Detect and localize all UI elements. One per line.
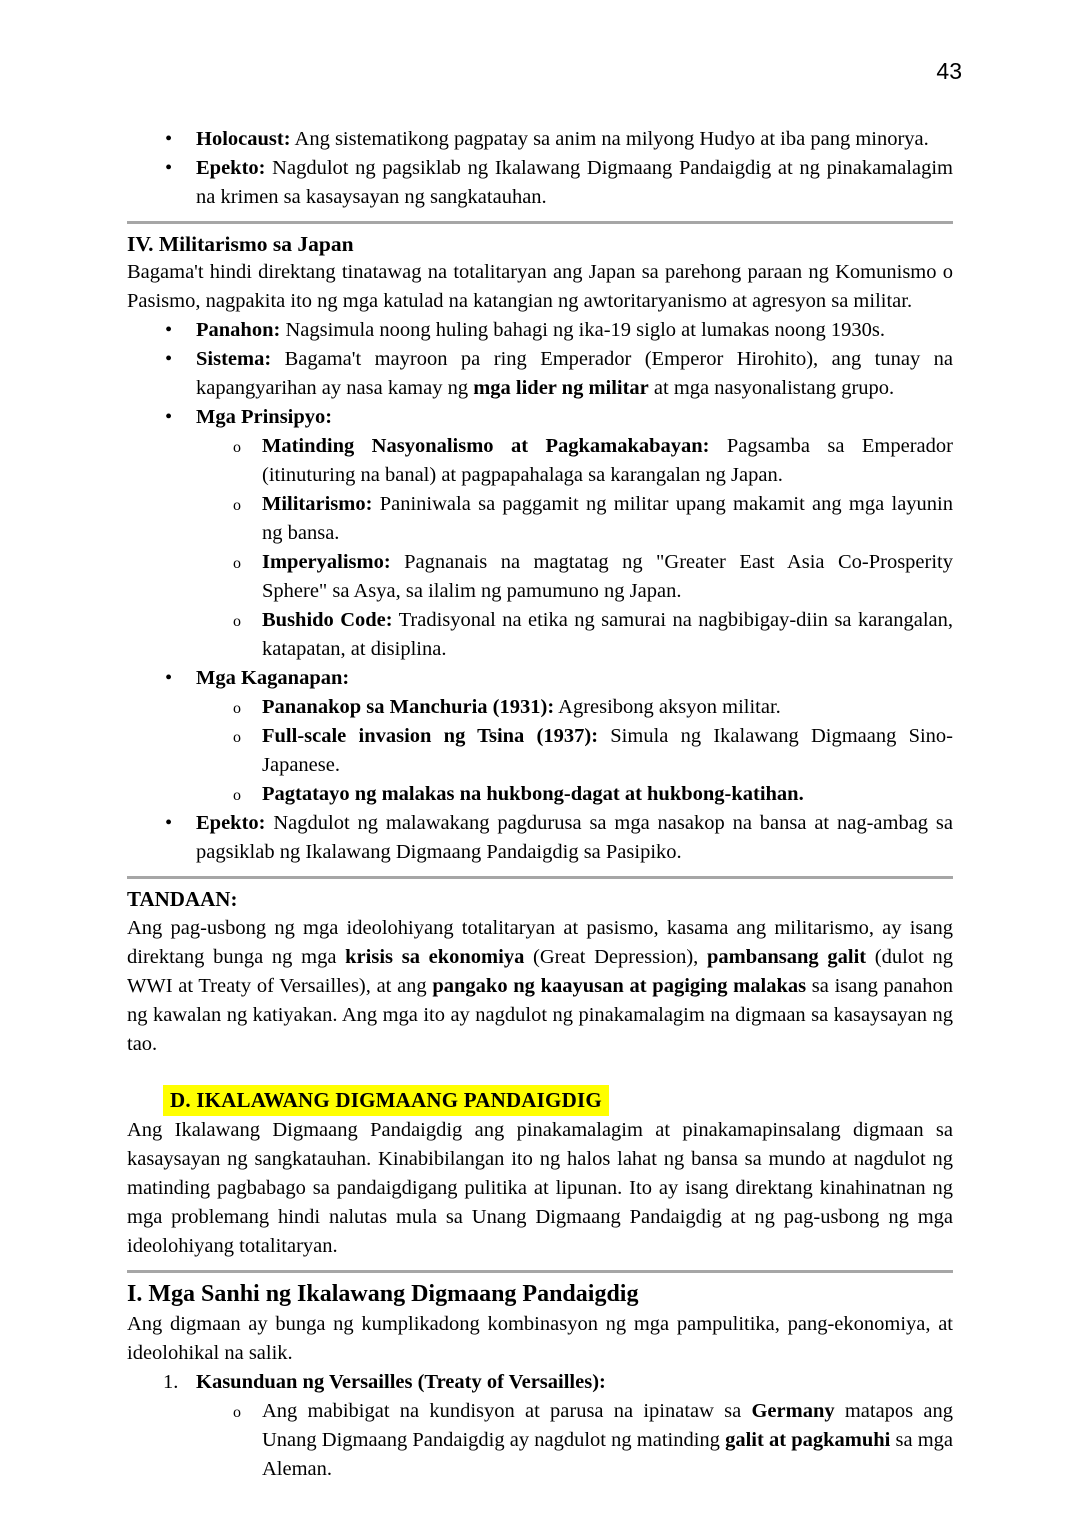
bullet-filled-icon: • [165, 406, 173, 428]
horizontal-rule [127, 876, 953, 879]
term-label: Kasunduan ng Versailles (Treaty of Versailles): [196, 1371, 606, 1393]
list-item [196, 780, 953, 809]
term-label: Imperyalismo: [262, 551, 391, 573]
highlight-heading-wrap [127, 1085, 953, 1116]
term-label: Matinding Nasyonalismo at Pagkamakabayan: [262, 435, 710, 457]
term-label: Bushido Code: [262, 609, 393, 631]
term-text-before: Bagama't mayroon pa ring Emperador (Emperor Hirohito), ang tunay na kapangyarihan ay nasa kamay ng [196, 348, 953, 399]
note-part-3: (dulot ng WWI at Treaty of Versailles), at ang [127, 946, 953, 997]
list-item [127, 345, 953, 403]
bullet-filled-icon: • [165, 128, 173, 150]
term-text: Nagdulot ng malawakang pagdurusa sa mga nasakop na bansa at nag-ambag sa pagsiklab ng Ikalawang Digmaang Pandaigdig sa Pasipiko. [196, 812, 953, 863]
term-text-after: at mga nasyonalistang grupo. [648, 377, 895, 399]
highlighted-section-heading: D. IKALAWANG DIGMAANG PANDAIGDIG [163, 1085, 609, 1116]
bullet-filled-icon: • [165, 348, 173, 370]
militarismo-bullet-list [127, 316, 953, 867]
list-item [127, 1368, 953, 1484]
section-divider-2 [127, 867, 953, 885]
term-label: Militarismo: [262, 493, 373, 515]
list-number-marker: 1. [163, 1371, 179, 1393]
prinsipyo-sublist [196, 432, 953, 664]
list-item-kaganapan [127, 664, 953, 809]
list-item [127, 316, 953, 345]
bullet-hollow-icon: o [233, 1404, 241, 1421]
horizontal-rule [127, 1270, 953, 1273]
wwii-paragraph: Ang Ikalawang Digmaang Pandaigdig ang pinakamalagim at pinakamapinsalang digmaan sa kasaysayan ng sangkatauhan. Kinabibilangan ito ng halos lahat ng bansa sa mundo at nagdulot ng matinding pagbabago sa pandaigdigang pulitika at lipunan. Ito ay isang direktang kinahinatnan ng mga problemang hindi nalutas mula sa Unang Digmaang Pandaigdig at ng pag-usbong ng mga ideolohiyang totalitaryan. [127, 1119, 953, 1257]
term-text: Ang sistematikong pagpatay sa anim na milyong Hudyo at iba pang minorya. [290, 128, 929, 150]
note-paragraph [127, 914, 953, 1059]
list-item [196, 490, 953, 548]
note-emphasis-2: pambansang galit [707, 946, 867, 968]
sanhi-sublist [196, 1397, 953, 1484]
page-content [127, 125, 953, 1484]
note-emphasis-1: krisis sa ekonomiya [345, 946, 525, 968]
term-emphasis: mga lider ng militar [473, 377, 649, 399]
term-text: Pagnanais na magtatag ng "Greater East Asia Co-Prosperity Sphere" sa Asya, sa ilalim ng pamumuno ng Japan. [262, 551, 953, 602]
term-label: Pananakop sa Manchuria (1931): [262, 696, 555, 718]
sanhi-intro-paragraph: Ang digmaan ay bunga ng kumplikadong kombinasyon ng mga pampulitika, pang-ekonomiya, at ideolohikal na salik. [127, 1313, 953, 1364]
note-part-2: (Great Depression), [524, 946, 707, 968]
list-item-prinsipyo [127, 403, 953, 664]
term-text: Tradisyonal na etika ng samurai na nagbibigay-diin sa karangalan, katapatan, at disiplina. [262, 609, 953, 660]
bullet-hollow-icon: o [233, 497, 241, 514]
term-label: Sistema: [196, 348, 272, 370]
list-item [127, 809, 953, 867]
term-label: Panahon: [196, 319, 281, 341]
term-label: Epekto: [196, 812, 266, 834]
sub-part-3: sa mga Aleman. [262, 1429, 954, 1480]
bullet-filled-icon: • [165, 319, 173, 341]
bullet-filled-icon: • [165, 812, 173, 834]
sub-emphasis-1: Germany [751, 1400, 835, 1422]
section-heading-militarismo: IV. Militarismo sa Japan [127, 232, 354, 256]
bullet-hollow-icon: o [233, 787, 241, 804]
sub-part-2: matapos ang Unang Digmaang Pandaigdig ay nagdulot ng matinding [262, 1400, 953, 1451]
list-item [196, 432, 953, 490]
note-part-4: sa isang panahon ng kawalan ng katiyakan. Ang mga ito ay nagdulot ng pinakamalagim na digmaan sa kasaysayan ng tao. [127, 975, 953, 1055]
term-text: Agresibong aksyon militar. [554, 696, 781, 718]
term-label: Full-scale invasion ng Tsina (1937): [262, 725, 599, 747]
sub-emphasis-2: galit at pagkamuhi [725, 1429, 891, 1451]
note-part-1: Ang pag-usbong ng mga ideolohiyang totalitaryan at pasismo, kasama ang militarismo, ay isang direktang bunga ng mga [127, 917, 953, 968]
bullet-hollow-icon: o [233, 613, 241, 630]
bullet-hollow-icon: o [233, 729, 241, 746]
bullet-filled-icon: • [165, 667, 173, 689]
list-item [196, 693, 953, 722]
section-divider-3 [127, 1261, 953, 1279]
term-label: Pagtatayo ng malakas na hukbong-dagat at hukbong-katihan. [262, 783, 804, 805]
top-bullet-list [127, 125, 953, 212]
list-item [196, 606, 953, 664]
list-item [196, 1397, 953, 1484]
term-label: Holocaust: [196, 128, 291, 150]
term-text: Pagsamba sa Emperador (itinuturing na banal) at pagpapahalaga sa karangalan ng Japan. [262, 435, 953, 486]
term-text: Paniniwala sa paggamit ng militar upang makamit ang mga layunin ng bansa. [262, 493, 953, 544]
section-heading-sanhi: I. Mga Sanhi ng Ikalawang Digmaang Pandaigdig [127, 1281, 639, 1307]
bullet-hollow-icon: o [233, 700, 241, 717]
list-item [196, 548, 953, 606]
term-text: Simula ng Ikalawang Digmaang Sino-Japanese. [262, 725, 954, 776]
section-divider-1 [127, 212, 953, 230]
page-number: 43 [936, 58, 962, 84]
term-text: Nagsimula noong huling bahagi ng ika-19 siglo at lumakas noong 1930s. [280, 319, 885, 341]
section-intro-paragraph: Bagama't hindi direktang tinatawag na totalitaryan ang Japan sa parehong paraan ng Komunismo o Pasismo, nagpakita ito ng mga katulad na katangian ng awtoritaryanismo at agresyon sa militar. [127, 261, 953, 312]
list-item [127, 125, 953, 154]
term-label: Mga Prinsipyo: [196, 406, 333, 428]
bullet-filled-icon: • [165, 157, 173, 179]
note-emphasis-3: pangako ng kaayusan at pagiging malakas [432, 975, 807, 997]
horizontal-rule [127, 221, 953, 224]
term-label: Mga Kaganapan: [196, 667, 350, 689]
bullet-hollow-icon: o [233, 439, 241, 456]
sub-part-1: Ang mabibigat na kundisyon at parusa na ipinataw sa [262, 1400, 752, 1422]
term-label: Epekto: [196, 157, 266, 179]
sanhi-numbered-list [127, 1368, 953, 1484]
kaganapan-sublist [196, 693, 953, 809]
term-text: Nagdulot ng pagsiklab ng Ikalawang Digmaang Pandaigdig at ng pinakamalagim na krimen sa kasaysayan ng sangkatauhan. [196, 157, 953, 208]
list-item [127, 154, 953, 212]
spacer [127, 1059, 953, 1085]
list-item [196, 722, 953, 780]
note-heading-tandaan: TANDAAN: [127, 887, 238, 911]
bullet-hollow-icon: o [233, 555, 241, 572]
